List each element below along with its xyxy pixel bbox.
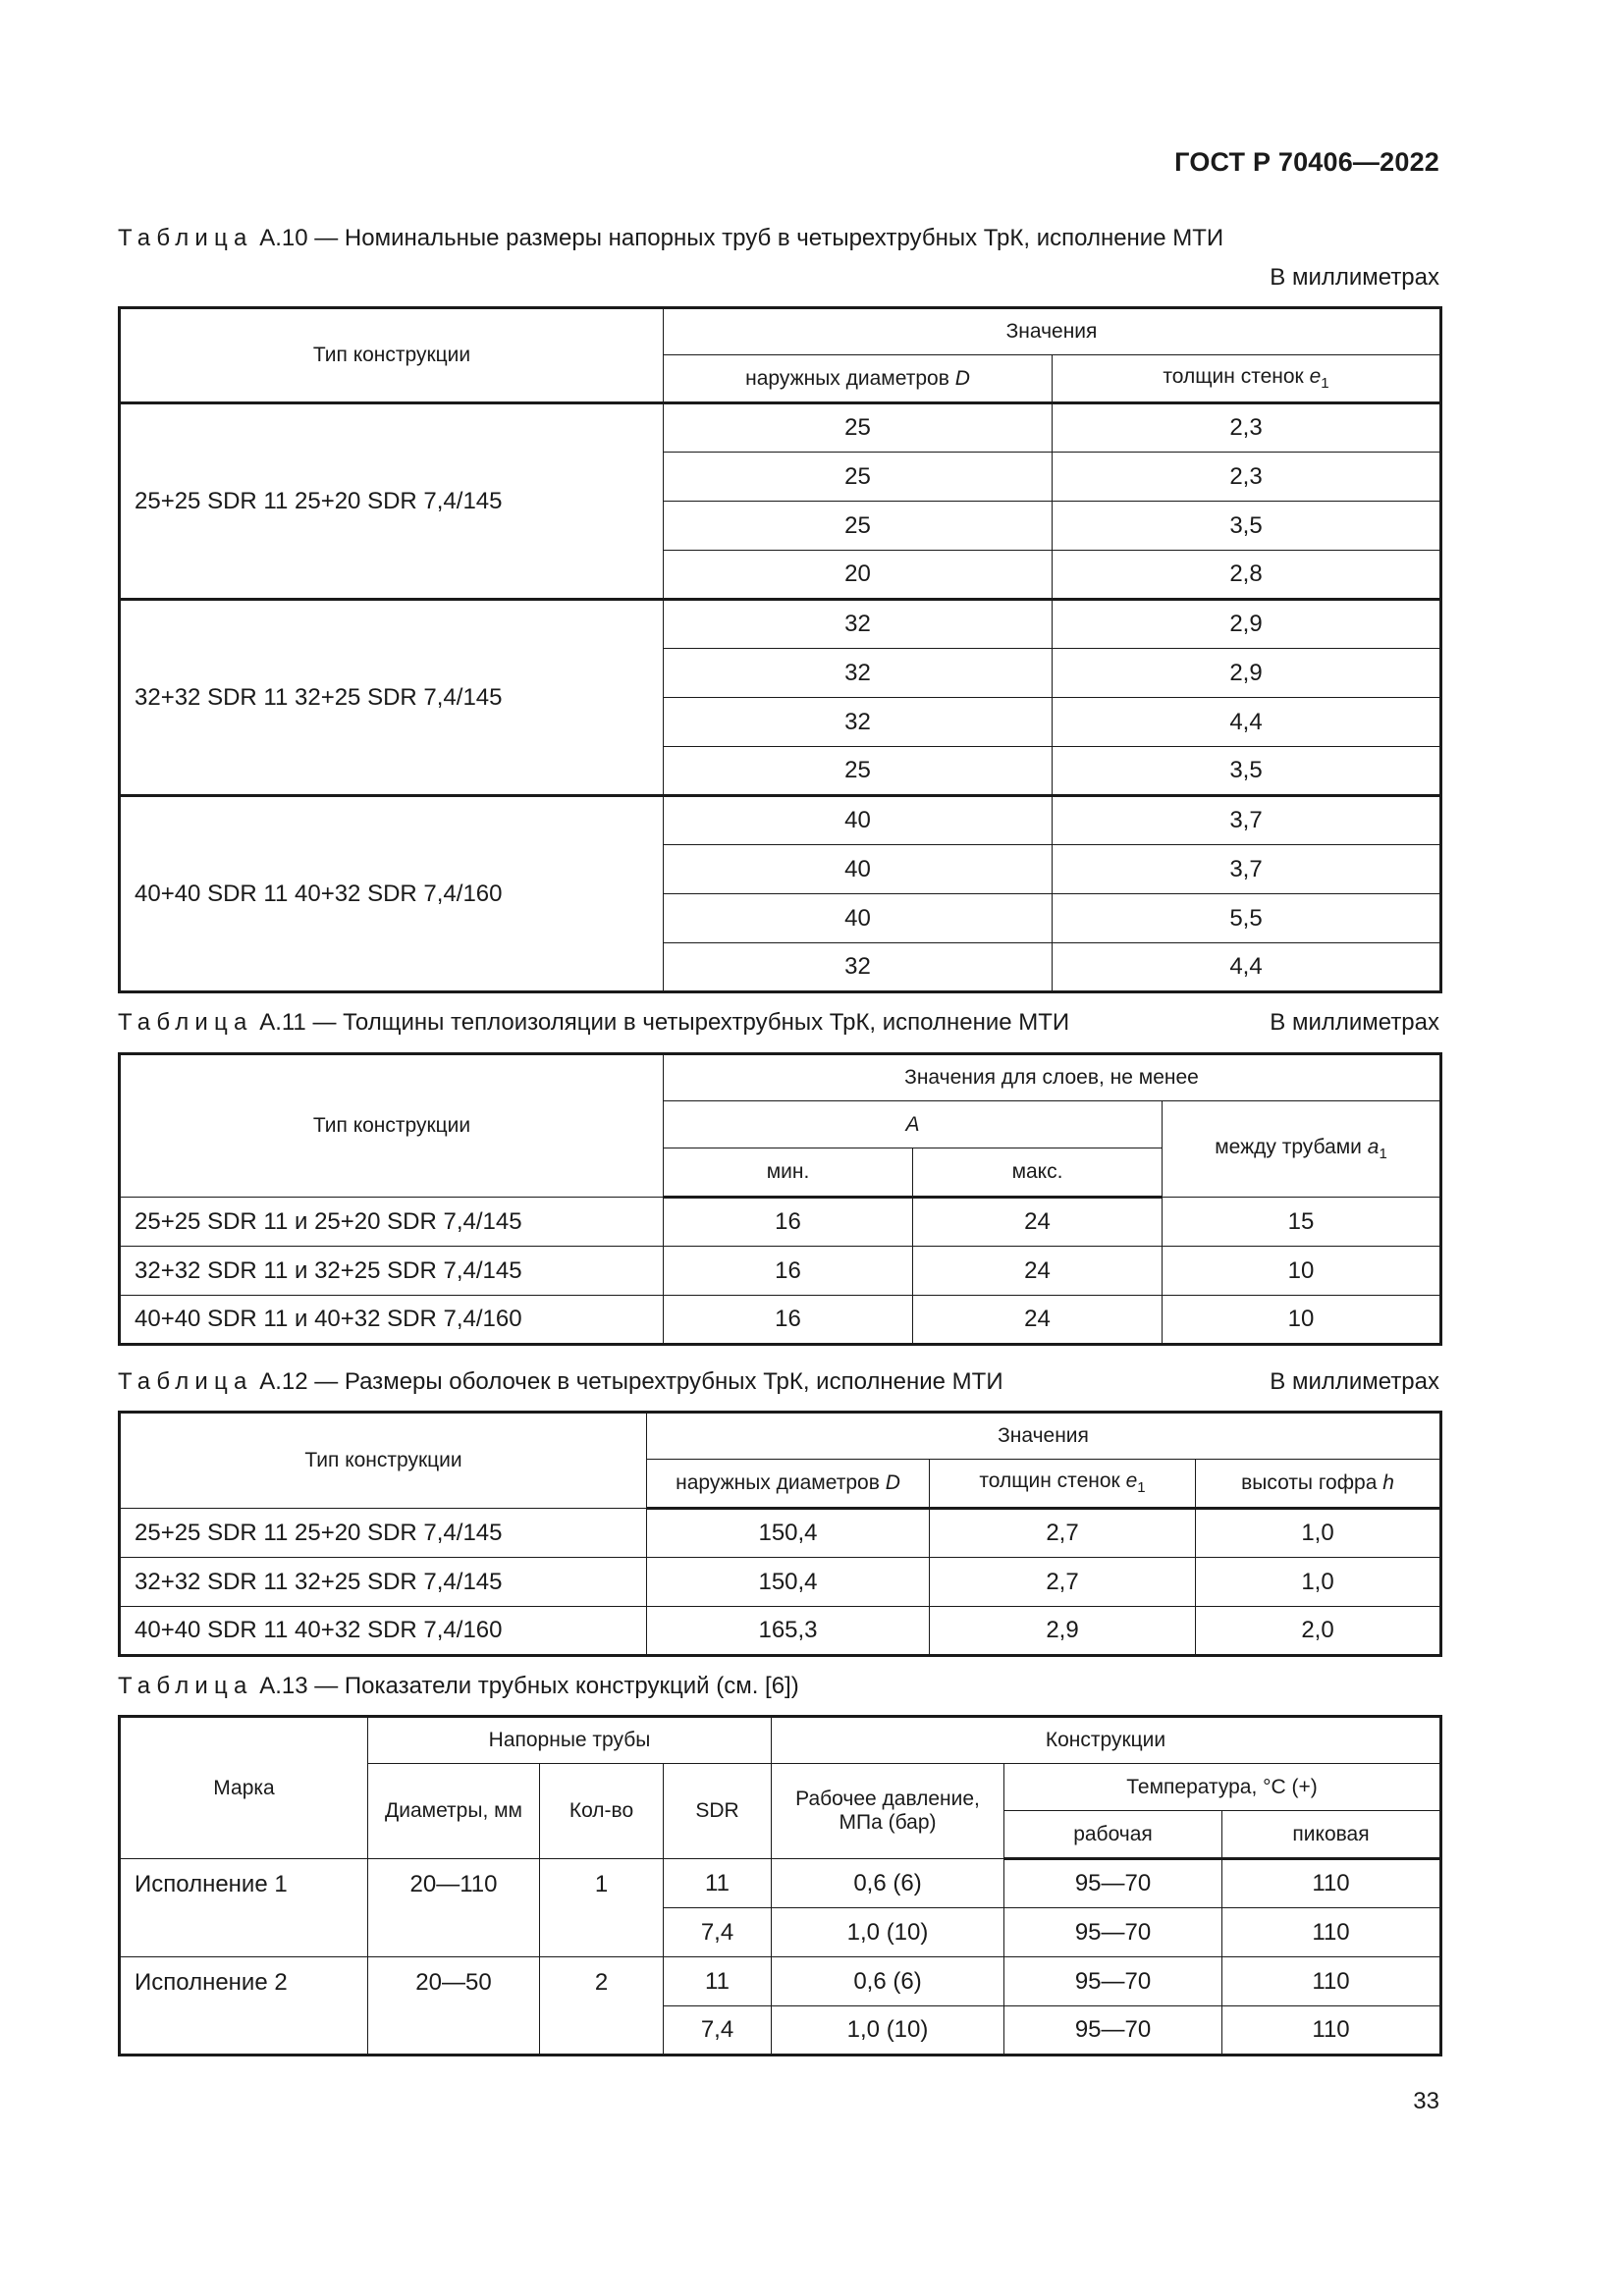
table-a13-header-pressure: Рабочее давление, МПа (бар): [772, 1764, 1004, 1859]
table-a11-label: Таблица: [118, 1009, 253, 1036]
brand-cell: Исполнение 2: [120, 1957, 368, 2056]
quantity-cell: 2: [540, 1957, 664, 2056]
table-a10-title: А.10 — Номинальные размеры напорных труб в четырехтрубных ТрК, исполнение МТИ: [259, 225, 1224, 251]
outer-diameter-cell: 20: [664, 551, 1053, 600]
corrugation-height-cell: 1,0: [1196, 1558, 1441, 1607]
table-a11-header-values: Значения для слоев, не менее: [664, 1054, 1441, 1101]
peak-temp-cell: 110: [1222, 1908, 1441, 1957]
table-a11-header-max: макс.: [913, 1148, 1163, 1198]
table-a11: [118, 1052, 1442, 1346]
between-pipes-cell: 15: [1163, 1198, 1441, 1247]
pressure-cell: 1,0 (10): [772, 1908, 1004, 1957]
pressure-cell: 0,6 (6): [772, 1957, 1004, 2006]
wall-thickness-cell: 2,9: [1053, 649, 1441, 698]
table-a11-header-a: A: [664, 1101, 1163, 1148]
table-row: [120, 1607, 1441, 1656]
peak-temp-cell: 110: [1222, 2006, 1441, 2056]
brand-cell: Исполнение 1: [120, 1859, 368, 1957]
table-row: [120, 403, 1441, 453]
wall-thickness-cell: 3,5: [1053, 747, 1441, 796]
construction-type-cell: 25+25 SDR 11 и 25+20 SDR 7,4/145: [120, 1198, 664, 1247]
working-temp-cell: 95—70: [1004, 1957, 1222, 2006]
table-a12-label: Таблица: [118, 1368, 253, 1395]
outer-diameter-cell: 25: [664, 502, 1053, 551]
page-number: 33: [1413, 2088, 1439, 2114]
table-a10-label: Таблица: [118, 225, 253, 251]
outer-diameter-cell: 25: [664, 453, 1053, 502]
table-a10-header-type: Тип конструкции: [120, 308, 664, 403]
construction-type-cell: 32+32 SDR 11 32+25 SDR 7,4/145: [120, 600, 664, 796]
table-row: [120, 1558, 1441, 1607]
wall-thickness-cell: 3,5: [1053, 502, 1441, 551]
outer-diameter-cell: 32: [664, 943, 1053, 992]
outer-diameter-cell: 40: [664, 796, 1053, 845]
table-a13-header-quantity: Кол-во: [540, 1764, 664, 1859]
table-a13-header-sdr: SDR: [664, 1764, 772, 1859]
corrugation-height-cell: 1,0: [1196, 1509, 1441, 1558]
min-cell: 16: [664, 1247, 913, 1296]
table-row: [120, 796, 1441, 845]
table-row: [120, 1859, 1441, 1908]
wall-thickness-cell: 2,3: [1053, 403, 1441, 453]
wall-thickness-cell: 2,3: [1053, 453, 1441, 502]
wall-thickness-cell: 3,7: [1053, 796, 1441, 845]
working-temp-cell: 95—70: [1004, 1908, 1222, 1957]
table-a13-label: Таблица: [118, 1673, 253, 1699]
table-row: [120, 1957, 1441, 2006]
min-cell: 16: [664, 1198, 913, 1247]
outer-diameter-cell: 40: [664, 845, 1053, 894]
outer-diameter-cell: 40: [664, 894, 1053, 943]
table-a12-title: А.12 — Размеры оболочек в четырехтрубных ТрК, исполнение МТИ: [259, 1368, 1003, 1395]
table-a12-header-corrugation: высоты гофра h: [1196, 1460, 1441, 1509]
table-a13-title: А.13 — Показатели трубных конструкций (см. [6]): [259, 1673, 799, 1699]
min-cell: 16: [664, 1296, 913, 1345]
working-temp-cell: 95—70: [1004, 2006, 1222, 2056]
wall-thickness-cell: 3,7: [1053, 845, 1441, 894]
table-a10-units: В миллиметрах: [1270, 264, 1439, 291]
table-row: [120, 1296, 1441, 1345]
wall-thickness-cell: 5,5: [1053, 894, 1441, 943]
table-a13-header-peak: пиковая: [1222, 1811, 1441, 1859]
table-a10-caption: [118, 224, 1439, 253]
table-a10-header-values: Значения: [664, 308, 1441, 355]
table-a13-header-temperature: Температура, °С (+): [1004, 1764, 1441, 1811]
pressure-cell: 0,6 (6): [772, 1859, 1004, 1908]
outer-diameter-cell: 25: [664, 403, 1053, 453]
table-a10-header-wall-thickness: толщин стенок $e_1$: [1053, 355, 1441, 403]
outer-diameter-cell: 32: [664, 698, 1053, 747]
table-a13: [118, 1715, 1442, 2056]
table-a11-header-between: между трубами $a_1$: [1163, 1101, 1441, 1198]
between-pipes-cell: 10: [1163, 1247, 1441, 1296]
table-row: [120, 1509, 1441, 1558]
outer-diameter-cell: 32: [664, 649, 1053, 698]
max-cell: 24: [913, 1247, 1163, 1296]
table-a10: [118, 306, 1442, 993]
table-a13-header-working: рабочая: [1004, 1811, 1222, 1859]
outer-diameter-cell: 25: [664, 747, 1053, 796]
working-temp-cell: 95—70: [1004, 1859, 1222, 1908]
sdr-cell: 11: [664, 1957, 772, 2006]
construction-type-cell: 40+40 SDR 11 40+32 SDR 7,4/160: [120, 796, 664, 992]
outer-diameter-cell: 165,3: [647, 1607, 930, 1656]
construction-type-cell: 32+32 SDR 11 32+25 SDR 7,4/145: [120, 1558, 647, 1607]
table-a11-header-min: мин.: [664, 1148, 913, 1198]
construction-type-cell: 32+32 SDR 11 и 32+25 SDR 7,4/145: [120, 1247, 664, 1296]
table-a12-header-wall-thickness: толщин стенок $e_1$: [930, 1460, 1196, 1509]
document-code: ГОСТ Р 70406—2022: [1174, 147, 1439, 177]
table-a11-header-type: Тип конструкции: [120, 1054, 664, 1198]
construction-type-cell: 40+40 SDR 11 и 40+32 SDR 7,4/160: [120, 1296, 664, 1345]
table-row: [120, 600, 1441, 649]
between-pipes-cell: 10: [1163, 1296, 1441, 1345]
peak-temp-cell: 110: [1222, 1859, 1441, 1908]
sdr-cell: 11: [664, 1859, 772, 1908]
table-a12-header-type: Тип конструкции: [120, 1413, 647, 1509]
wall-thickness-cell: 4,4: [1053, 943, 1441, 992]
table-a13-header-pipes: Напорные трубы: [368, 1717, 772, 1764]
table-a11-caption: [118, 1008, 1439, 1038]
wall-thickness-cell: 2,9: [1053, 600, 1441, 649]
sdr-cell: 7,4: [664, 1908, 772, 1957]
wall-thickness-cell: 2,8: [1053, 551, 1441, 600]
table-a12: [118, 1411, 1442, 1657]
table-a12-header-outer-diameter: наружных диаметров D: [647, 1460, 930, 1509]
pressure-cell: 1,0 (10): [772, 2006, 1004, 2056]
wall-thickness-cell: 2,9: [930, 1607, 1196, 1656]
outer-diameter-cell: 150,4: [647, 1509, 930, 1558]
diameters-cell: 20—110: [368, 1859, 540, 1957]
sdr-cell: 7,4: [664, 2006, 772, 2056]
table-row: [120, 1247, 1441, 1296]
max-cell: 24: [913, 1296, 1163, 1345]
table-a12-caption: [118, 1367, 1439, 1397]
corrugation-height-cell: 2,0: [1196, 1607, 1441, 1656]
table-a13-caption: [118, 1672, 1439, 1701]
max-cell: 24: [913, 1198, 1163, 1247]
table-a12-units: В миллиметрах: [1270, 1368, 1439, 1395]
table-a11-units: В миллиметрах: [1270, 1009, 1439, 1036]
table-a13-header-constructions: Конструкции: [772, 1717, 1441, 1764]
wall-thickness-cell: 2,7: [930, 1558, 1196, 1607]
wall-thickness-cell: 2,7: [930, 1509, 1196, 1558]
table-a13-header-diameters: Диаметры, мм: [368, 1764, 540, 1859]
quantity-cell: 1: [540, 1859, 664, 1957]
table-a11-title: А.11 — Толщины теплоизоляции в четырехтрубных ТрК, исполнение МТИ: [259, 1009, 1070, 1036]
construction-type-cell: 40+40 SDR 11 40+32 SDR 7,4/160: [120, 1607, 647, 1656]
construction-type-cell: 25+25 SDR 11 25+20 SDR 7,4/145: [120, 1509, 647, 1558]
table-row: [120, 1198, 1441, 1247]
wall-thickness-cell: 4,4: [1053, 698, 1441, 747]
table-a12-header-values: Значения: [647, 1413, 1441, 1460]
outer-diameter-cell: 32: [664, 600, 1053, 649]
construction-type-cell: 25+25 SDR 11 25+20 SDR 7,4/145: [120, 403, 664, 600]
diameters-cell: 20—50: [368, 1957, 540, 2056]
table-a13-header-brand: Марка: [120, 1717, 368, 1859]
document-page: [118, 0, 1439, 2296]
peak-temp-cell: 110: [1222, 1957, 1441, 2006]
table-a10-header-outer-diameter: наружных диаметров D: [664, 355, 1053, 403]
outer-diameter-cell: 150,4: [647, 1558, 930, 1607]
